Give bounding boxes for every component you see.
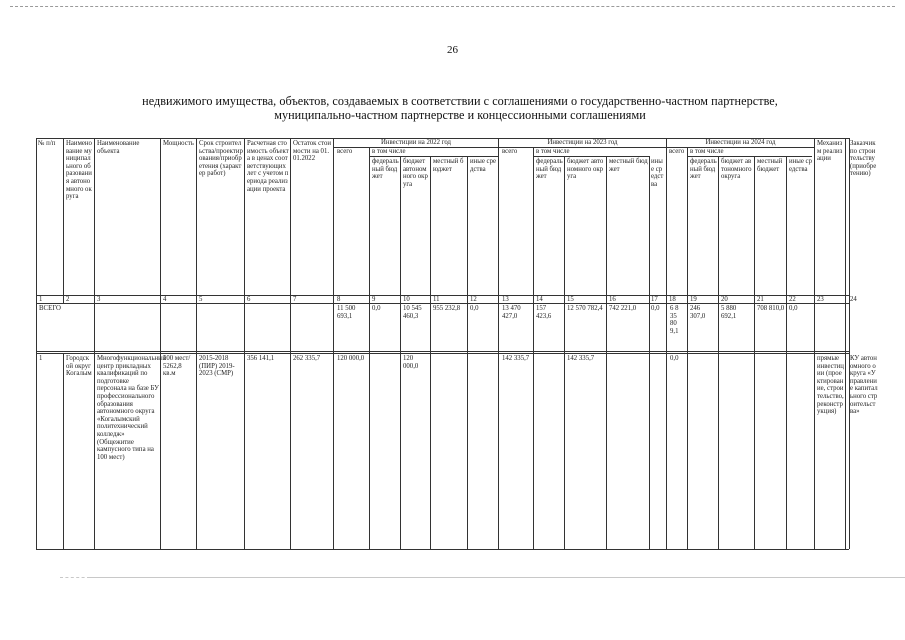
col-border [400,156,401,549]
column-number: 13 [502,296,509,303]
header-2024-okrug: бюджет автономного округа [721,158,752,181]
row-object: Многофункциональный центр прикладных квалификаций по подготовке персонала на базе БУ профессионального образования автономного округа «Когалымский политехнический колледж» (Общежитие кампусного типа на 100 мест) [97,355,167,461]
header-2022-other: иные средства [470,158,496,173]
col-border [290,138,291,549]
row-2023-total: 142 335,7 [502,355,530,362]
header-2024-federal: федеральный бюджет [690,158,717,181]
total-2022-total: 11 500 693,1 [337,305,356,320]
col-border [160,138,161,549]
table-right-border [849,138,850,549]
col-border [814,138,815,549]
total-2023-other: 0,0 [651,305,660,312]
row-2022-total: 120 000,0 [337,355,365,362]
header-municipality: Наименование муниципального образования автономного округа [66,140,92,201]
column-number: 6 [247,296,251,303]
column-number: 21 [757,296,764,303]
column-number: 8 [337,296,341,303]
title-line-1: недвижимого имущества, объектов, создаваемых в соответствии с соглашениями о государственно-частном партнерстве, [142,94,778,108]
column-number: 15 [567,296,574,303]
row-mechanism: прямые инвестиции (проектирование, строительство, реконструкция) [817,355,844,416]
header-2022-okrug: бюджет автономного округа [403,158,428,188]
col-border [564,156,565,549]
column-number: 5 [199,296,203,303]
table-bottom-border [36,549,849,550]
col-border [430,156,431,549]
header-num: № п/п [38,140,56,147]
header-investments-2022: Инвестиции на 2022 год [380,139,452,146]
header-2024-other: иные средства [789,158,812,173]
row-customer: КУ автономного округа «Управление капитального строительства» [850,355,878,416]
header-terms: Срок строительства/проектирования/приобретения (характер работ) [199,140,243,178]
header-2023-local: местный бюджет [609,158,648,173]
header-2022-total: всего [337,148,353,155]
total-2022-federal: 0,0 [372,305,381,312]
header-customer: Заказчик по строительству (приобретению) [850,140,877,178]
row-terms: 2015-2018 (ПИР) 2019-2023 (СМР) [199,355,235,378]
total-2024-federal: 246 307,0 [690,305,706,320]
row-num: 1 [39,355,43,362]
col-border [845,138,846,549]
column-number: 9 [372,296,376,303]
col-border [244,138,245,549]
col-border [649,156,650,549]
header-2022-federal: федеральный бюджет [372,158,399,181]
title-line-2: муниципально-частном партнерстве и концессионными соглашениями [274,108,646,122]
header-2023-federal: федеральный бюджет [536,158,563,181]
column-number: 18 [669,296,676,303]
header-capacity: Мощность [163,140,194,147]
column-number: 23 [817,296,824,303]
header-2022-local: местный бюджет [433,158,464,173]
total-2024-local: 708 810,0 [757,305,785,312]
header-remaining-cost: Остаток стоимости на 01.01.2022 [293,140,332,163]
column-number: 12 [470,296,477,303]
header-object: Наименование объекта [97,140,140,155]
column-number: 2 [66,296,70,303]
col-border [369,147,370,549]
column-number: 4 [163,296,167,303]
row-remaining-cost: 262 335,7 [293,355,321,362]
col-border [754,156,755,549]
header-2024-including: в том числе [690,148,724,155]
col-border [533,147,534,549]
header-2022-including: в том числе [372,148,406,155]
col-border [467,156,468,549]
col-border [196,138,197,549]
header-rule-including-2024 [687,156,812,157]
header-2023-other: иные средства [651,158,664,188]
header-2024-local: местный бюджет [757,158,783,173]
column-number: 20 [721,296,728,303]
col-border [606,156,607,549]
page-number: 26 [447,44,458,56]
header-2023-including: в том числе [536,148,570,155]
row-municipality: Городской округ Когалым [66,355,92,378]
col-border [718,156,719,549]
total-2023-federal: 157 423,6 [536,305,552,320]
column-number: 22 [789,296,796,303]
row-2023-okrug: 142 335,7 [567,355,595,362]
column-number: 14 [536,296,543,303]
column-number: 3 [97,296,101,303]
column-number: 1 [39,296,43,303]
row-2022-okrug: 120 000,0 [403,355,419,370]
total-2023-okrug: 12 570 782,4 [567,305,603,312]
header-2023-okrug: бюджет автономного округа [567,158,604,181]
column-number: 10 [403,296,410,303]
row-capacity: 100 мест/ 5262,8 кв.м [163,355,191,378]
column-number: 17 [651,296,658,303]
header-investments-2024: Инвестиции на 2024 год [705,139,776,146]
header-mechanism: Механизм реализации [817,140,843,163]
total-2024-other: 0,0 [789,305,798,312]
header-estimated-cost: Расчетная стоимость объекта в ценах соответствующих лет с учетом периода реализации проекта [247,140,289,193]
column-number: 7 [293,296,297,303]
col-border [333,138,334,549]
col-border [36,138,37,549]
col-border [786,156,787,549]
column-number: 11 [433,296,440,303]
total-2022-okrug: 10 545 460,3 [403,305,422,320]
col-border [498,138,499,549]
total-2022-other: 0,0 [470,305,479,312]
total-2022-local: 955 232,8 [433,305,461,312]
header-rule-including-2023 [533,156,649,157]
header-2024-total: всего [669,148,685,155]
total-2024-total: 6 835 809,1 [670,305,679,335]
total-2023-local: 742 221,0 [609,305,637,312]
col-border [687,147,688,549]
total-2024-okrug: 5 880 692,1 [721,305,737,320]
column-number: 16 [609,296,616,303]
total-row-label: ВСЕГО [39,305,61,312]
header-2023-total: всего [502,148,518,155]
col-border [63,353,64,549]
total-row-bottom-rule [36,351,849,354]
col-border [666,138,667,549]
col-border [94,138,95,549]
column-number: 19 [690,296,697,303]
col-border [63,138,64,303]
header-investments-2023: Инвестиции на 2023 год [547,139,618,146]
row-2024-total: 0,0 [670,355,679,362]
column-number: 24 [850,296,857,303]
total-2023-total: 13 470 427,0 [502,305,521,320]
header-rule-including-2022 [369,156,498,157]
row-estimated-cost: 356 141,1 [247,355,275,362]
